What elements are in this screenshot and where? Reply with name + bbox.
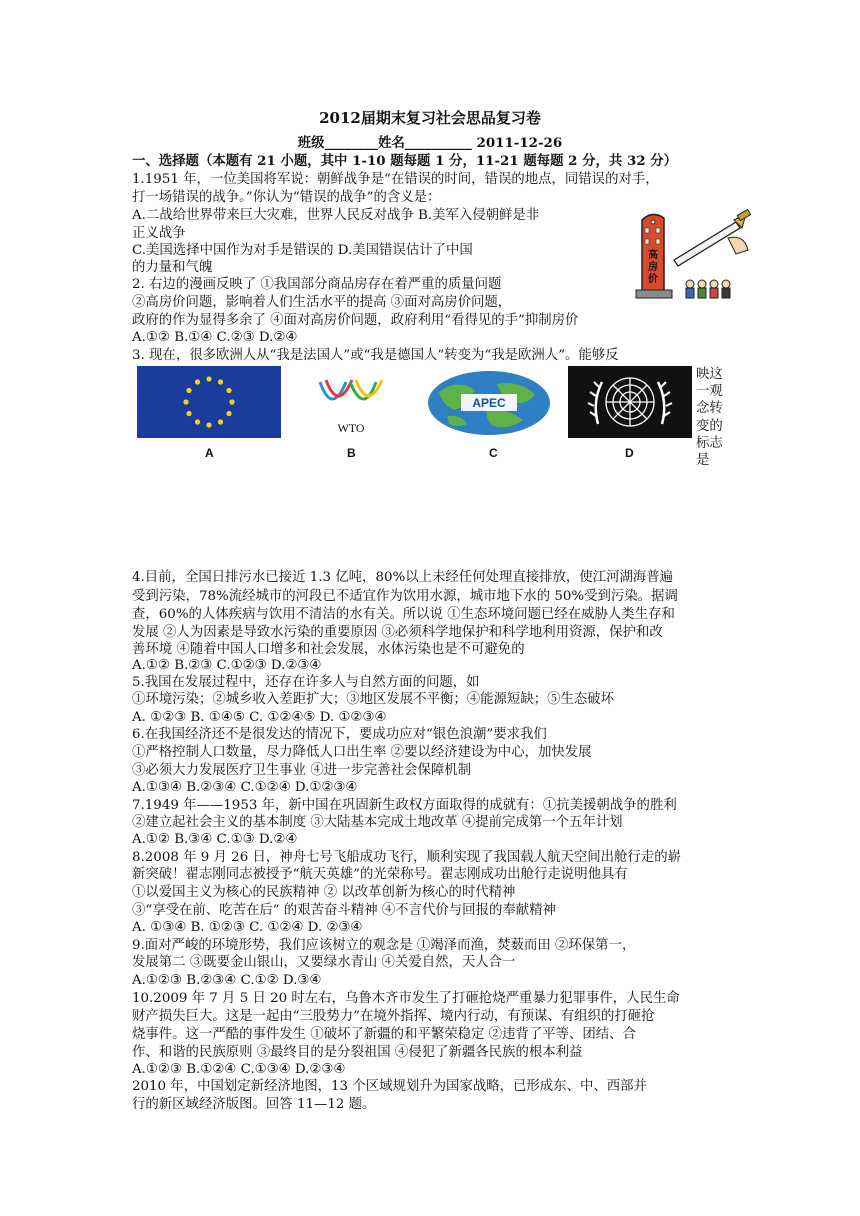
passage-line-2: 行的新区域经济版图。回答 11—12 题。: [132, 1097, 376, 1112]
apec-logo: [427, 370, 551, 436]
q9-line-1: 9.面对严峻的环境形势，我们应该树立的观念是 ①竭泽而渔，焚薮而田 ②环保第一，: [132, 938, 636, 953]
q9-line-2: 发展第二 ③既要金山银山，又要绿水青山 ④关爱自然，天人合一: [132, 955, 516, 970]
q5-line-3: A. ①②③ B. ①④⑤ C. ①②④⑤ D. ①②③④: [132, 710, 387, 725]
q8-line-4: ③“享受在前、吃苦在后” 的艰苦奋斗精神 ④不言代价与回报的奉献精神: [132, 903, 556, 918]
section-heading: 一、选择题（本题有 21 小题，其中 1-10 题每题 1 分，11-21 题每题 2 分，共 32 分）: [132, 153, 678, 169]
option-label-c: C: [489, 446, 498, 460]
q6-line-4: A.①③④ B.②③④ C.①②④ D.①②③④: [132, 780, 358, 795]
q10-line-2: 财产损失巨大。这是一起由“三股势力”在境外指挥、境内行动，有预谋、有组织的打砸抢: [132, 1009, 655, 1024]
q4-line-4: 发展 ②人为因素是导致水污染的重要原因 ③必须科学地保护和科学地利用资源，保护和改: [132, 625, 663, 640]
cartoon-text-2: 房: [648, 262, 658, 273]
housing-price-cartoon: [628, 208, 754, 303]
q3-line-1: 3. 现在，很多欧洲人从“我是法国人”或“我是德国人”转变为“我是欧洲人”。能够反: [132, 348, 619, 363]
q7-line-2: ②建立起社会主义的基本制度 ③大陆基本完成土地改革 ④提前完成第一个五年计划: [132, 815, 623, 830]
q4-line-6: A.①② B.②③ C.①②③ D.②③④: [132, 658, 322, 673]
q3-vertical-text: 映这一观念转变的标志是: [696, 367, 723, 469]
q1-line-5: C.美国选择中国作为对手是错误的 D.美国错误估计了中国: [132, 243, 473, 258]
q1-line-6: 的力量和气魄: [132, 260, 213, 275]
q4-line-1: 4.目前，全国日排污水已接近 1.3 亿吨，80%以上未经任何处理直接排放，使江河湖海普遍: [132, 570, 674, 585]
q5-line-1: 5.我国在发展过程中，还存在许多人与自然方面的问题，如: [132, 675, 480, 690]
wto-text: WTO: [337, 421, 365, 435]
page-title: 2012届期末复习社会思品复习卷: [319, 109, 541, 127]
q2-line-4: A.①② B.①④ C.②③ D.②④: [132, 330, 298, 345]
q8-line-1: 8.2008 年 9 月 26 日，神舟七号飞船成功飞行，顺利实现了我国载人航天空间出舱行走的崭: [132, 850, 681, 865]
q10-line-4: 作、和谐的民族原则 ③最终目的是分裂祖国 ④侵犯了新疆各民族的根本利益: [132, 1045, 583, 1060]
q6-line-1: 6.在我国经济还不是很发达的情况下，要成功应对“银色浪潮”要求我们: [132, 727, 547, 742]
q7-line-3: A.①② B.③④ C.①③ D.②④: [132, 832, 298, 847]
q8-line-3: ①以爱国主义为核心的民族精神 ② 以改革创新为核心的时代精神: [132, 885, 516, 900]
q1-line-4: 正义战争: [132, 226, 186, 241]
q1-line-1: 1.1951 年，一位美国将军说：朝鲜战争是“在错误的时间，错误的地点，同错误的对手，: [132, 172, 659, 187]
q1-line-2: 打一场错误的战争。”你认为“错误的战争”的含义是：: [132, 190, 441, 205]
q4-line-5: 善环境 ④随着中国人口增多和社会发展，水体污染也是不可避免的: [132, 642, 525, 657]
q10-line-1: 10.2009 年 7 月 5 日 20 时左右，乌鲁木齐市发生了打砸抢烧严重暴力犯罪事件，人民生命: [132, 991, 680, 1006]
q5-line-2: ①环境污染；②城乡收入差距扩大；③地区发展不平衡；④能源短缺；⑤生态破坏: [132, 692, 615, 707]
q2-line-1: 2. 右边的漫画反映了 ①我国部分商品房存在着严重的质量问题: [132, 277, 502, 292]
q6-line-3: ③必须大力发展医疗卫生事业 ④进一步完善社会保障机制: [132, 763, 472, 778]
passage-line-1: 2010 年，中国划定新经济地图，13 个区域规划升为国家战略，已形成东、中、西部并: [132, 1079, 647, 1094]
q4-line-3: 查，60%的人体疾病与饮用不清洁的水有关。所以说 ①生态环境问题已经在威胁人类生存和: [132, 607, 675, 622]
q2-line-3: 政府的作为显得多余了 ④面对高房价问题，政府利用“看得见的手”抑制房价: [132, 313, 579, 328]
option-label-a: A: [205, 446, 214, 460]
cartoon-text-1: 高: [648, 250, 658, 261]
cartoon-text-3: 价: [648, 274, 658, 285]
q7-line-1: 7.1949 年——1953 年，新中国在巩固新生政权方面取得的成就有：①抗美援朝战争的胜利: [132, 798, 677, 813]
q1-line-3: A.二战给世界带来巨大灾难，世界人民反对战争 B.美军入侵朝鲜是非: [132, 208, 540, 223]
q6-line-2: ①严格控制人口数量，尽力降低人口出生率 ②要以经济建设为中心，加快发展: [132, 745, 592, 760]
q8-line-5: A. ①③④ B. ①②③ C. ①②④ D. ②③④: [132, 920, 363, 935]
q10-line-3: 烧事件。这一严酷的事件发生 ①破坏了新疆的和平繁荣稳定 ②违背了平等、团结、合: [132, 1027, 636, 1042]
option-label-d: D: [625, 446, 634, 460]
option-label-b: B: [347, 446, 356, 460]
eu-flag-logo: [137, 366, 281, 438]
q2-line-2: ②高房价问题，影响着人们生活水平的提高 ③面对高房价问题，: [132, 295, 512, 310]
un-emblem-logo: [568, 366, 692, 438]
student-info-line: 班级________姓名__________ 2011-12-26: [297, 135, 563, 151]
apec-text: APEC: [472, 396, 506, 410]
q4-line-2: 受到污染，78%流经城市的河段已不适宜作为饮用水源，城市地下水的 50%受到污染。据调: [132, 589, 678, 604]
wto-logo: [312, 372, 390, 438]
q8-line-2: 新突破！翟志刚同志被授予“航天英雄”的光荣称号。翟志刚成功出舱行走说明他具有: [132, 867, 628, 882]
q10-line-5: A.①②③ B.①②④ C.①③④ D.②③④: [132, 1062, 346, 1077]
q9-line-3: A.①②③ B.②③④ C.①② D.③④: [132, 973, 322, 988]
